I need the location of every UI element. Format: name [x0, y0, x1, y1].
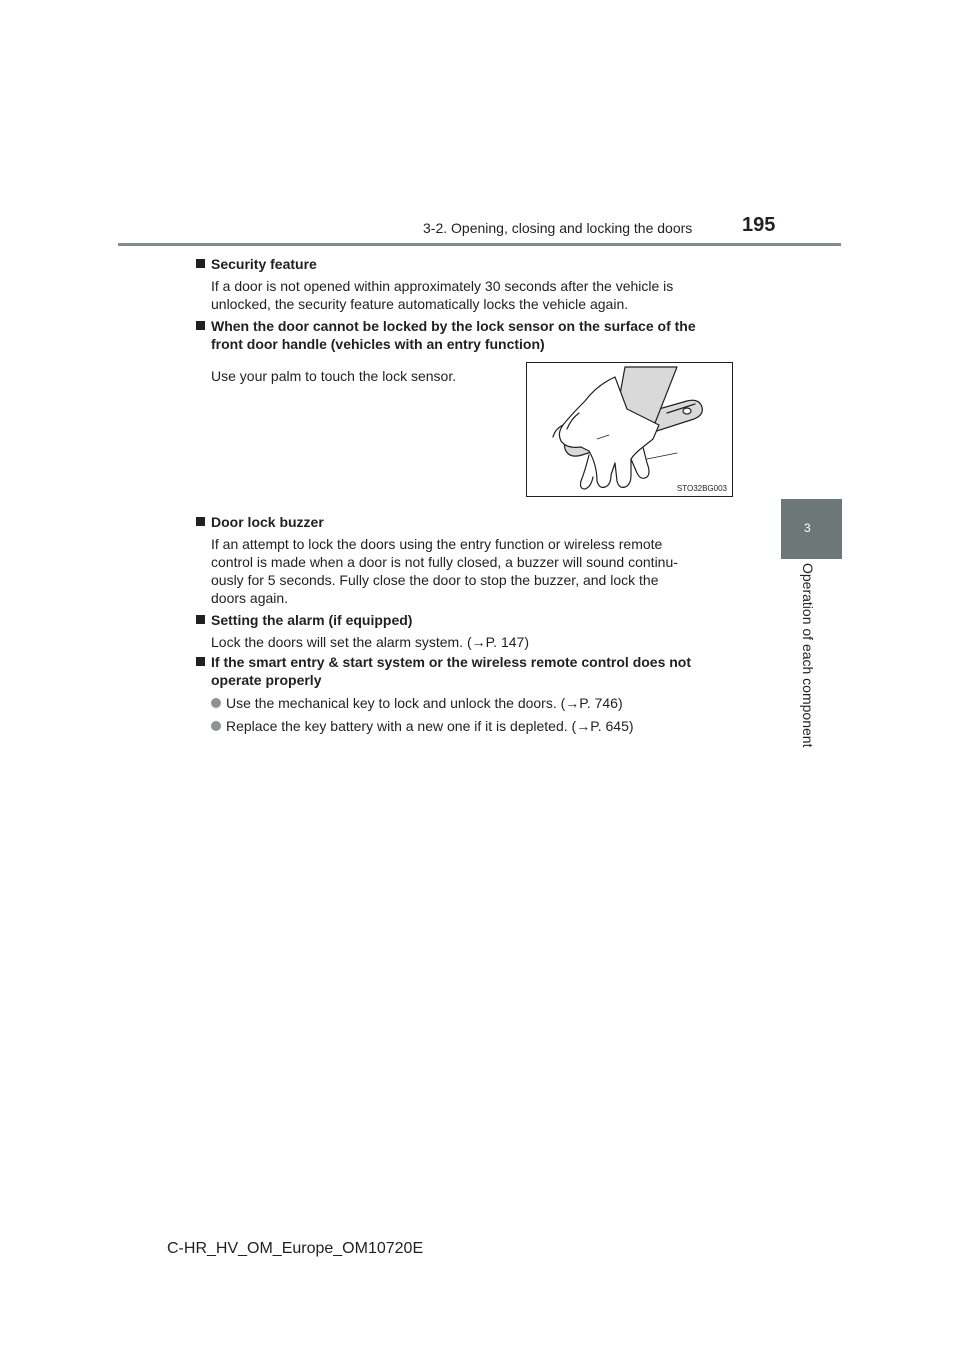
- list-item: Replace the key battery with a new one if it is depleted. (→P. 645): [211, 717, 746, 735]
- section-heading: When the door cannot be locked by the lock sensor on the surface of the front door handle (vehicles with an entry function): [196, 317, 746, 353]
- body-text: Lock the doors will set the alarm system. (→P. 147): [211, 634, 529, 650]
- footer-doc-id: C-HR_HV_OM_Europe_OM10720E: [167, 1240, 424, 1257]
- chapter-title: Operation of each component: [800, 563, 816, 748]
- body-text: Use your palm to touch the lock sensor.: [211, 368, 457, 384]
- section-smart-entry-issue: [211, 653, 746, 735]
- header-section-title: 3-2. Opening, closing and locking the doors: [423, 220, 693, 236]
- circle-bullet-icon: [211, 721, 221, 731]
- body-line: control is made when a door is not fully closed, a buzzer will sound continu-: [211, 554, 678, 570]
- figure-code: STO32BG003: [676, 484, 727, 493]
- body-line: doors again.: [211, 590, 289, 606]
- chapter-tab: [781, 499, 842, 559]
- circle-bullet-icon: [211, 698, 221, 708]
- door-handle-figure: [526, 362, 733, 497]
- header-divider: [118, 243, 841, 246]
- chapter-number: 3: [804, 521, 811, 535]
- square-bullet-icon: [196, 615, 205, 624]
- square-bullet-icon: [196, 259, 205, 268]
- body-line: unlocked, the security feature automatically locks the vehicle again.: [211, 296, 629, 312]
- section-heading: Door lock buzzer: [196, 513, 746, 531]
- body-line: If an attempt to lock the doors using the entry function or wireless remote: [211, 536, 663, 552]
- square-bullet-icon: [196, 321, 205, 330]
- square-bullet-icon: [196, 657, 205, 666]
- section-heading: If the smart entry & start system or the wireless remote control does not operate properly: [196, 653, 746, 689]
- body-line: ously for 5 seconds. Fully close the door to stop the buzzer, and lock the: [211, 572, 659, 588]
- hand-on-door-handle-illustration: [527, 363, 732, 496]
- page-number: 195: [742, 214, 776, 236]
- body-line: If a door is not opened within approximately 30 seconds after the vehicle is: [211, 278, 674, 294]
- square-bullet-icon: [196, 517, 205, 526]
- section-heading: Security feature: [196, 255, 746, 273]
- section-setting-alarm: [211, 611, 746, 651]
- section-door-lock-buzzer: [211, 513, 746, 607]
- section-heading: Setting the alarm (if equipped): [196, 611, 746, 629]
- section-security-feature: [211, 255, 746, 313]
- list-item: Use the mechanical key to lock and unlock the doors. (→P. 746): [211, 694, 746, 712]
- chapter-side-label: [781, 559, 842, 807]
